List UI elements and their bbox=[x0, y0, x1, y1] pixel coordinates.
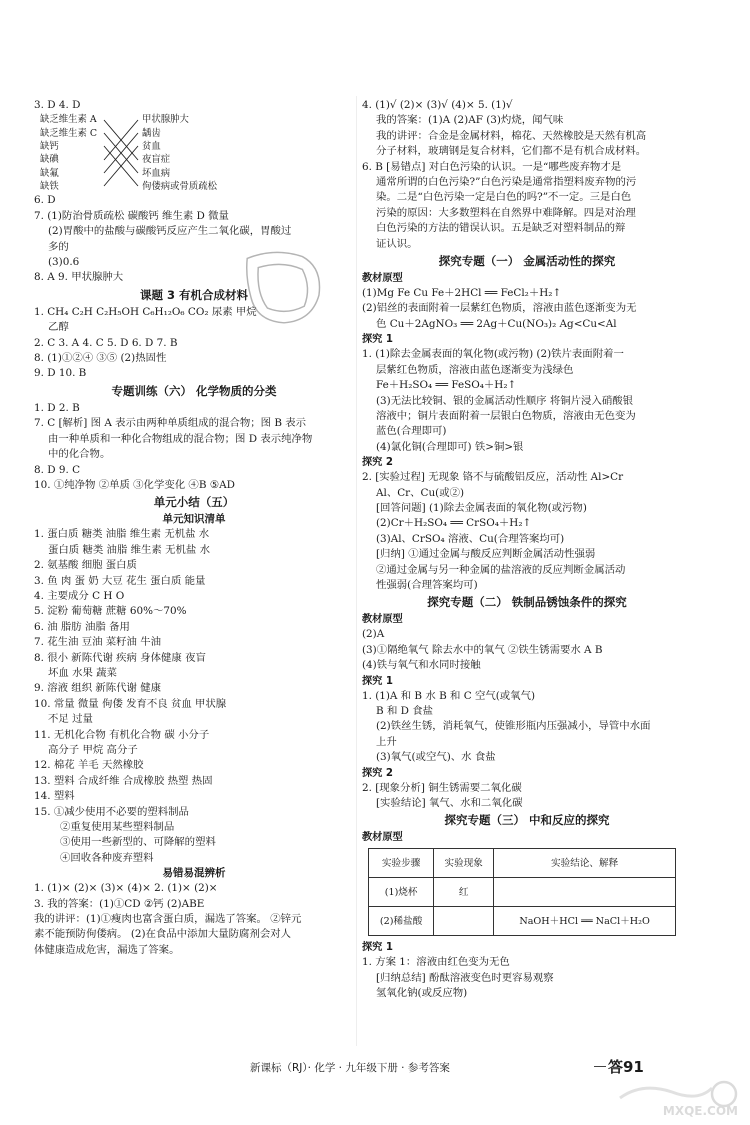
answer-line: (1)Mg Fe Cu Fe＋2HCl ══ FeCl₂＋H₂↑ bbox=[362, 287, 562, 300]
section-title: 探究专题（三） 中和反应的探究 bbox=[444, 813, 610, 828]
answer-line: 坏血 水果 蔬菜 bbox=[48, 666, 117, 679]
answer-line: 1. CH₄ C₂H C₂H₅OH C₆H₁₂O₆ CO₂ 尿素 甲烷 bbox=[34, 305, 257, 318]
answer-line: 3. 鱼 肉 蛋 奶 大豆 花生 蛋白质 能量 bbox=[34, 574, 206, 587]
answer-line: (3)无法比较铜、银的金属活动性顺序 将铜片浸入硝酸银 bbox=[376, 394, 634, 407]
answer-line: 污染的原因：大多数塑料在自然界中难降解。四是对治理 bbox=[376, 206, 636, 219]
watermark-text: MXQE.COM bbox=[662, 1104, 738, 1118]
answer-line: 7. (1)防治骨质疏松 碳酸钙 维生素 D 微量 bbox=[34, 209, 229, 222]
answer-line: (2)胃酸中的盐酸与碳酸钙反应产生二氧化碳，胃酸过 bbox=[48, 225, 292, 238]
answer-line: 1. 方案 1：溶液由红色变为无色 bbox=[362, 956, 510, 969]
answer-line: 蓝色(合理即可) bbox=[376, 425, 447, 438]
block-label: 探究 2 bbox=[362, 457, 394, 469]
answer-line: 11. 无机化合物 有机化合物 碳 小分子 bbox=[34, 728, 210, 741]
right-column bbox=[362, 98, 692, 1002]
answer-line: 白色污染的方法的错误认识。五是缺乏对塑料制品的辩 bbox=[376, 222, 626, 235]
left-column bbox=[34, 98, 354, 958]
answer-line: 分子材料，玻璃钢是复合材料，它们都不是有机合成材料。 bbox=[376, 145, 647, 158]
section-title: 课题 3 有机合成材料 bbox=[139, 287, 248, 302]
answer-line: 由一种单质和一种化合物组成的混合物；图 D 表示纯净物 bbox=[48, 432, 313, 445]
answer-line: 8. 很小 新陈代谢 疾病 身体健康 夜盲 bbox=[34, 651, 206, 664]
answer-line: 4. (1)√ (2)× (3)√ (4)× 5. (1)√ bbox=[362, 99, 513, 111]
answer-line: 6. 油 脂肪 油脂 备用 bbox=[34, 620, 130, 633]
footer-dash bbox=[594, 1066, 606, 1067]
answer-line: 8. (1)①②④ ③⑤ (2)热固性 bbox=[34, 352, 167, 365]
answer-line: 1. (1)除去金属表面的氧化物(或污物) (2)铁片表面附着一 bbox=[362, 348, 624, 361]
table-cell: (1)烧杯 bbox=[369, 878, 434, 907]
answer-line: (2)A bbox=[362, 628, 385, 641]
answer-line: Fe＋H₂SO₄ ══ FeSO₄＋H₂↑ bbox=[376, 379, 517, 392]
subsection-title: 单元知识清单 bbox=[162, 513, 226, 526]
footer-title: 新课标（RJ）· 化学 · 九年级下册 · 参考答案 bbox=[250, 1062, 450, 1074]
answer-line: 8. A 9. 甲状腺肿大 bbox=[34, 271, 124, 284]
table-header-row bbox=[369, 849, 676, 878]
answer-line: 13. 塑料 合成纤维 合成橡胶 热塑 热固 bbox=[34, 774, 213, 787]
answer-line: ②通过金属与另一种金属的盐溶液的反应判断金属活动 bbox=[376, 563, 626, 576]
answer-line: 多的 bbox=[48, 240, 69, 253]
answer-line: 2. [实验过程] 无现象 铬不与硫酸铝反应，活动性 Al>Cr bbox=[362, 471, 624, 484]
answer-line: 8. D 9. C bbox=[34, 463, 81, 476]
answer-line: 性强弱(合理答案均可) bbox=[376, 578, 478, 591]
section-title: 探究专题（二） 铁制品锈蚀条件的探究 bbox=[427, 595, 627, 610]
answer-line: ③使用一些新型的、可降解的塑料 bbox=[60, 836, 216, 849]
answer-line: 1. D 2. B bbox=[34, 401, 80, 414]
answer-line: ④回收各种废弃塑料 bbox=[60, 851, 154, 864]
answer-line: 14. 塑料 bbox=[34, 790, 75, 803]
answer-line: (2)铝丝的表面附着一层紫红色物质，溶液由蓝色逐渐变为无 bbox=[362, 302, 637, 315]
block-label: 教材原型 bbox=[362, 832, 403, 844]
deficiency-item: 缺钙 bbox=[40, 141, 59, 152]
block-label: 探究 2 bbox=[362, 767, 394, 779]
column-divider bbox=[356, 96, 357, 1046]
answer-line: 我的讲评：合金是金属材料，棉花、天然橡胶是天然有机高 bbox=[376, 129, 647, 142]
subsection-title: 易错易混辨析 bbox=[162, 867, 226, 880]
answer-line: (2)Cr＋H₂SO₄ ══ CrSO₄＋H₂↑ bbox=[376, 517, 532, 530]
deficiency-item: 缺氟 bbox=[40, 167, 59, 179]
answer-line: Al、Cr、Cu(或②) bbox=[376, 486, 465, 499]
answer-line: 12. 棉花 羊毛 天然橡胶 bbox=[34, 759, 144, 772]
disease-list bbox=[142, 113, 217, 193]
answer-line: 7. 花生油 豆油 菜籽油 牛油 bbox=[34, 636, 162, 649]
answer-line: 1. (1)A 和 B 水 B 和 C 空气(或氧气) bbox=[362, 689, 536, 702]
answer-line: 3. 我的答案：(1)①CD ②钙 (2)ABE bbox=[34, 897, 205, 910]
answer-line: 5. 淀粉 葡萄糖 蔗糖 60%～70% bbox=[34, 605, 187, 618]
answer-line: 色 Cu＋2AgNO₃ ══ 2Ag＋Cu(NO₃)₂ Ag<Cu<Al bbox=[376, 317, 617, 330]
table-header-cell: 实验现象 bbox=[434, 849, 494, 878]
block-label: 探究 1 bbox=[362, 675, 394, 687]
answer-line: 9. 溶液 组织 新陈代谢 健康 bbox=[34, 682, 162, 695]
section-title: 探究专题（一） 金属活动性的探究 bbox=[438, 254, 616, 269]
answer-line: 10. ①纯净物 ②单质 ③化学变化 ④B ⑤AD bbox=[34, 478, 235, 491]
answer-line: 证认识。 bbox=[376, 237, 418, 250]
answer-line: [回答问题] (1)除去金属表面的氧化物(或污物) bbox=[376, 501, 587, 514]
answer-line: 我的答案：(1)A (2)AF (3)灼烧，闻气味 bbox=[376, 114, 564, 127]
answer-line: [归纳] ①通过金属与酸反应判断金属活动性强弱 bbox=[376, 548, 596, 561]
answer-line: 不足 过量 bbox=[48, 713, 93, 726]
answer-line: [归纳总结] 酚酞溶液变色时更容易观察 bbox=[376, 971, 554, 984]
answer-line: (2)铁丝生锈，消耗氧气，使锥形瓶内压强减小，导管中水面 bbox=[376, 720, 651, 733]
answer-line: (3)①隔绝氧气 除去水中的氧气 ②铁生锈需要水 A B bbox=[362, 643, 603, 656]
section-title: 专题训练（六） 化学物质的分类 bbox=[111, 383, 277, 398]
answer-line: (3)Al、CrSO₄ 溶液、Cu(合理答案均可) bbox=[376, 532, 565, 545]
table-row bbox=[369, 878, 676, 907]
answer-line: 中的化合物。 bbox=[48, 448, 111, 461]
block-label: 教材原型 bbox=[362, 614, 403, 626]
answer-line: B 和 D 食盐 bbox=[376, 705, 434, 717]
disease-item: 龋齿 bbox=[142, 127, 161, 139]
answer-line: 10. 常量 微量 佝偻 发育不良 贫血 甲状腺 bbox=[34, 697, 227, 710]
disease-item: 贫血 bbox=[142, 141, 161, 152]
block-label: 教材原型 bbox=[362, 273, 403, 285]
answer-line: 乙醇 bbox=[48, 321, 69, 334]
block-label: 探究 1 bbox=[362, 942, 394, 954]
answer-line: 15. ①减少使用不必要的塑料制品 bbox=[34, 805, 189, 818]
answer-line: 蛋白质 糖类 油脂 维生素 无机盐 水 bbox=[48, 543, 210, 556]
answer-line: 体健康造成危害，漏选了答案。 bbox=[34, 943, 180, 956]
answer-line: 高分子 甲烷 高分子 bbox=[48, 744, 138, 756]
disease-item: 夜盲症 bbox=[142, 154, 171, 166]
answer-line: 1. 蛋白质 糖类 油脂 维生素 无机盐 水 bbox=[34, 528, 210, 541]
experiment-table bbox=[368, 848, 676, 936]
stamp-mark bbox=[238, 240, 330, 332]
table-cell bbox=[434, 907, 494, 936]
deficiency-item: 缺碘 bbox=[40, 154, 59, 166]
answer-line: 2. [现象分析] 铜生锈需要二氧化碳 bbox=[362, 781, 522, 794]
answer-line: 4. 主要成分 C H O bbox=[34, 589, 125, 602]
page-footer bbox=[0, 1056, 750, 1080]
table-cell bbox=[494, 878, 676, 907]
answer-line: 通常所谓的白色污染?”白色污染是通常指塑料废弃物的污 bbox=[376, 176, 637, 189]
answer-line: 我的讲评：(1)①瘦肉也富含蛋白质，漏选了答案。 ②锌元 bbox=[34, 913, 302, 926]
deficiency-item: 缺乏维生素 A bbox=[40, 114, 97, 126]
table-cell: NaOH＋HCl ══ NaCl＋H₂O bbox=[494, 907, 676, 936]
answer-line: (3)氧气(或空气)、水 食盐 bbox=[376, 751, 496, 764]
answer-line: 染。二是“白色污染一定是白色的吗?”不一定。三是白色 bbox=[376, 191, 632, 204]
block-label: 探究 1 bbox=[362, 334, 394, 346]
answer-line: (4)氯化铜(合理即可) 铁>铜>银 bbox=[376, 440, 524, 453]
table-header-cell: 实验结论、解释 bbox=[494, 849, 676, 878]
table-cell: (2)稀盐酸 bbox=[369, 907, 434, 936]
page-number: 答91 bbox=[608, 1058, 644, 1076]
table-row bbox=[369, 907, 676, 936]
answer-line: 6. D bbox=[34, 194, 56, 207]
answer-line: 1. (1)× (2)× (3)× (4)× 2. (1)× (2)× bbox=[34, 882, 218, 895]
answer-line: (4)铁与氧气和水同时接触 bbox=[362, 659, 481, 672]
matching-diagram bbox=[34, 113, 354, 193]
table-header-cell: 实验步骤 bbox=[369, 849, 434, 878]
answer-line: 氢氧化钠(或反应物) bbox=[376, 987, 468, 1000]
deficiency-item: 缺铁 bbox=[40, 180, 59, 192]
answer-line: 2. 氨基酸 细胞 蛋白质 bbox=[34, 559, 137, 572]
answer-line: 层紫红色物质，溶液由蓝色逐渐变为浅绿色 bbox=[376, 363, 574, 376]
answer-line: 溶液中；铜片表面附着一层银白色物质，溶液由无色变为 bbox=[376, 409, 636, 422]
section-title: 单元小结（五） bbox=[153, 495, 235, 510]
answer-line: 上升 bbox=[376, 735, 397, 748]
answer-line: (3)0.6 bbox=[48, 256, 80, 269]
disease-item: 佝偻病或骨质疏松 bbox=[142, 180, 218, 192]
table-cell: 红 bbox=[434, 878, 494, 907]
disease-item: 甲状腺肿大 bbox=[142, 114, 189, 126]
matching-lines bbox=[34, 113, 144, 193]
answer-line: 7. C [解析] 图 A 表示由两种单质组成的混合物；图 B 表示 bbox=[34, 417, 307, 430]
answer-line: 6. B [易错点] 对白色污染的认识。一是“哪些废弃物才是 bbox=[362, 160, 622, 173]
answer-line: 素不能预防佝偻病。 (2)在食品中添加大量防腐剂会对人 bbox=[34, 928, 292, 941]
answer-line: 3. D 4. D bbox=[34, 99, 81, 111]
answer-line: 2. C 3. A 4. C 5. D 6. D 7. B bbox=[34, 336, 178, 349]
disease-item: 坏血病 bbox=[142, 167, 171, 179]
answer-line: [实验结论] 氧气、水和二氧化碳 bbox=[376, 797, 523, 810]
watermark-logo bbox=[612, 1078, 742, 1120]
deficiency-item: 缺乏维生素 C bbox=[40, 127, 98, 139]
answer-line: ②重复使用某些塑料制品 bbox=[60, 821, 175, 834]
answer-line: 9. D 10. B bbox=[34, 367, 87, 380]
